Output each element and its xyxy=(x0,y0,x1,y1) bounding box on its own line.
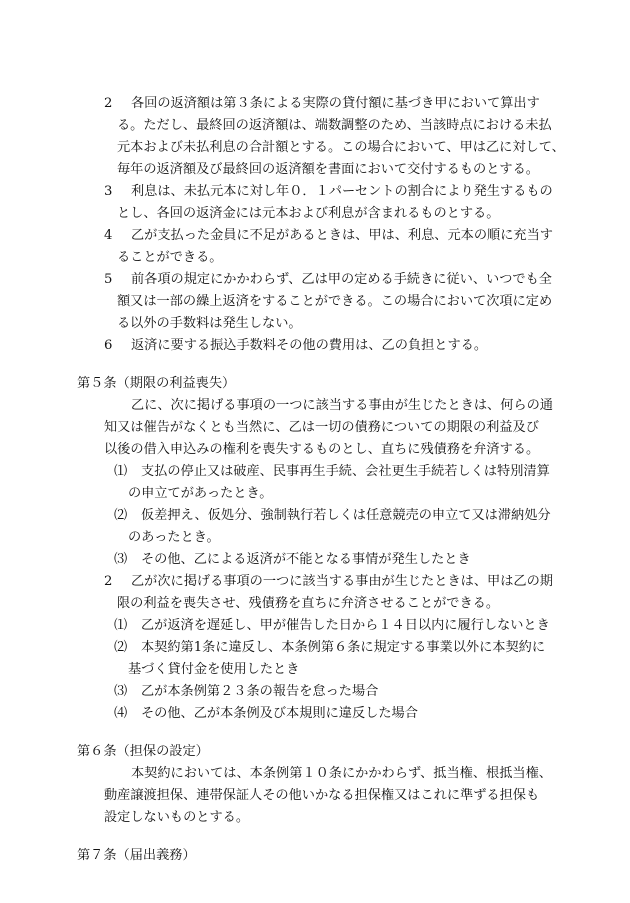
item-number: 2 xyxy=(104,574,113,589)
sub-item-number: ⑴ xyxy=(114,464,128,479)
text-line: 知又は催告がなくとも当然に、乙は一切の債務についての期限の利益及び xyxy=(104,420,539,435)
text-line: その他、乙が本条例及び本規則に違反した場合 xyxy=(141,706,418,721)
item-number: 2 xyxy=(104,96,113,111)
text-line: 利息は、未払元本に対し年０．１パーセントの割合により発生するもの xyxy=(131,184,553,199)
text-line: 動産譲渡担保、連帯保証人その他いかなる担保権又はこれに準ずる担保も xyxy=(104,788,540,803)
text-line: 乙が次に掲げる事項の一つに該当する事由が生じたときは、甲は乙の期 xyxy=(131,574,553,589)
article-5-heading: 第５条（期限の利益喪失） xyxy=(77,376,236,391)
sub-item-number: ⑷ xyxy=(114,706,128,721)
text-line: 乙に、次に掲げる事項の一つに該当する事由が生じたときは、何らの通 xyxy=(131,398,553,413)
sub-item-number: ⑵ xyxy=(114,640,128,655)
text-line: とし、各回の返済金には元本および利息が含まれるものとする。 xyxy=(117,206,500,221)
text-line: 設定しないものとする。 xyxy=(104,810,250,825)
text-line: 元本および未払利息の合計額とする。この場合において、甲は乙に対して、 xyxy=(117,140,565,155)
text-line: 本契約第1条に違反し、本条例第６条に規定する事業以外に本契約に xyxy=(141,640,546,655)
text-line: 額又は一部の繰上返済をすることができる。この場合において次項に定め xyxy=(117,294,553,309)
text-line: 乙が返済を遅延し、甲が催告した日から１４日以内に履行しないとき xyxy=(141,618,550,633)
text-line: る。ただし、最終回の返済額は、端数調整のため、当該時点における未払 xyxy=(117,118,552,133)
text-line: る以外の手数料は発生しない。 xyxy=(117,316,302,331)
sub-item-number: ⑵ xyxy=(114,508,128,523)
text-line: のあったとき。 xyxy=(128,530,220,545)
text-line: 支払の停止又は破産、民事再生手続、会社更生手続若しくは特別清算 xyxy=(141,464,550,479)
text-line: 前各項の規定にかかわらず、乙は甲の定める手続きに従い、いつでも全 xyxy=(131,272,552,287)
text-line: 以後の借入申込みの権利を喪失するものとし、直ちに残債務を弁済する。 xyxy=(104,442,540,457)
text-line: ることができる。 xyxy=(117,250,223,265)
text-line: の申立てがあったとき。 xyxy=(128,486,273,501)
item-number: 4 xyxy=(104,228,113,243)
text-line: 基づく貸付金を使用したとき xyxy=(128,662,300,677)
text-line: 仮差押え、仮処分、強制執行若しくは任意競売の申立て又は滞納処分 xyxy=(141,508,551,523)
text-line: 各回の返済額は第３条による実際の貸付額に基づき甲において算出す xyxy=(131,96,540,111)
sub-item-number: ⑶ xyxy=(114,684,128,699)
text-line: 乙が支払った金員に不足があるときは、甲は、利息、元本の順に充当す xyxy=(131,228,553,243)
article-6-heading: 第６条（担保の設定） xyxy=(77,744,209,759)
item-number: 3 xyxy=(104,184,113,199)
sub-item-number: ⑴ xyxy=(114,618,128,633)
text-line: その他、乙による返済が不能となる事情が発生したとき xyxy=(141,552,471,567)
text-line: 返済に要する振込手数料その他の費用は、乙の負担とする。 xyxy=(131,338,488,353)
text-line: 本契約においては、本条例第１０条にかかわらず、抵当権、根抵当権、 xyxy=(131,766,552,781)
article-7-heading: 第７条（届出義務） xyxy=(77,848,196,863)
item-number: 6 xyxy=(104,338,113,353)
sub-item-number: ⑶ xyxy=(114,552,128,567)
text-line: 乙が本条例第２３条の報告を怠った場合 xyxy=(141,684,379,699)
item-number: 5 xyxy=(104,272,113,287)
text-line: 毎年の返済額及び最終回の返済額を書面において交付するものとする。 xyxy=(117,162,539,177)
text-line: 限の利益を喪失させ、残債務を直ちに弁済させることができる。 xyxy=(117,596,500,611)
